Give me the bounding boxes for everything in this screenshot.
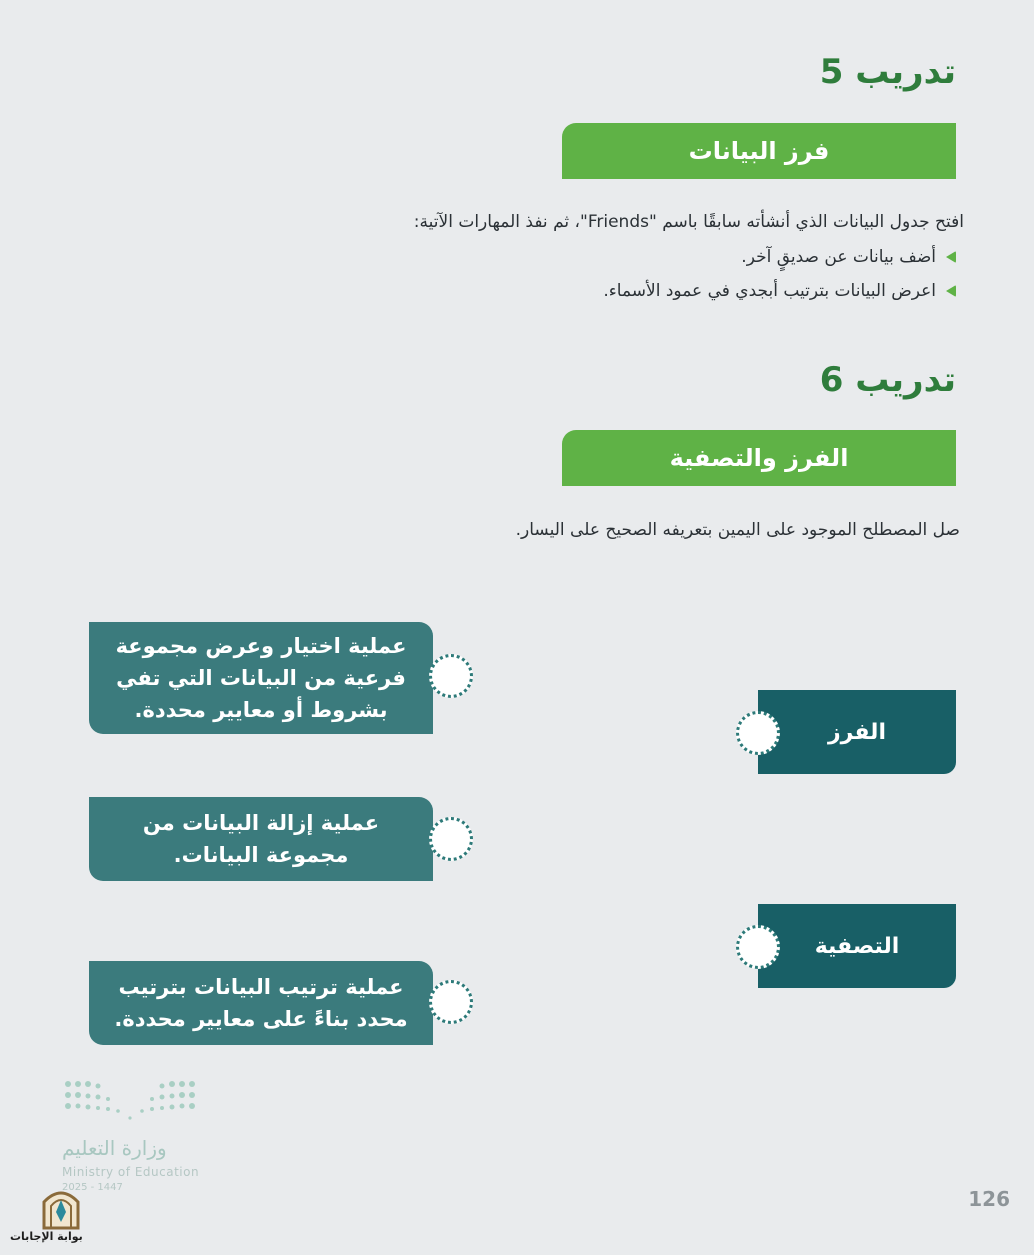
definition-box (89, 797, 433, 881)
exercise-5-bullet (741, 247, 956, 267)
definition-text: عملية إزالة البيانات من مجموعة البيانات. (142, 811, 380, 867)
term-box-sorting: الفرز (758, 690, 956, 774)
definition-text: عملية اختيار وعرض مجموعة فرعية من البيانات التي تفي بشروط أو معايير محددة. (115, 634, 407, 722)
definition-connector-dot[interactable] (429, 817, 473, 861)
term-connector-dot[interactable] (736, 711, 780, 755)
definition-box (89, 961, 433, 1045)
exercise-6-title: تدريب 6 (819, 360, 956, 400)
exercise-6-instruction: صل المصطلح الموجود على اليمين بتعريفه الصحيح على اليسار. (515, 520, 960, 540)
term-connector-dot[interactable] (736, 925, 780, 969)
definition-connector-dot[interactable] (429, 654, 473, 698)
term-box-filtering: التصفية (758, 904, 956, 988)
watermark-logo-icon (40, 1186, 82, 1230)
ministry-year: 2025 - 1447 (62, 1182, 123, 1193)
ministry-name-arabic: وزارة التعليم (62, 1136, 167, 1160)
bullet-text: اعرض البيانات بترتيب أبجدي في عمود الأسماء. (603, 281, 936, 301)
ministry-logo-icon (62, 1078, 202, 1124)
exercise-5-banner: فرز البيانات (562, 123, 956, 179)
page-number: 126 (968, 1187, 1010, 1211)
exercise-5-intro: افتح جدول البيانات الذي أنشأته سابقًا باسم "Friends"، ثم نفذ المهارات الآتية: (413, 212, 964, 232)
bullet-icon (946, 285, 956, 297)
bullet-text: أضف بيانات عن صديقٍ آخر. (741, 247, 936, 267)
exercise-6-banner: الفرز والتصفية (562, 430, 956, 486)
definition-connector-dot[interactable] (429, 980, 473, 1024)
definition-box (89, 622, 433, 734)
bullet-icon (946, 251, 956, 263)
ministry-name-english: Ministry of Education (62, 1165, 200, 1179)
watermark-label: بوابة الإجابات (10, 1230, 83, 1243)
exercise-5-title: تدريب 5 (819, 52, 956, 92)
definition-text: عملية ترتيب البيانات بترتيب محدد بناءً على معايير محددة. (114, 975, 408, 1031)
exercise-5-bullet (603, 281, 956, 301)
